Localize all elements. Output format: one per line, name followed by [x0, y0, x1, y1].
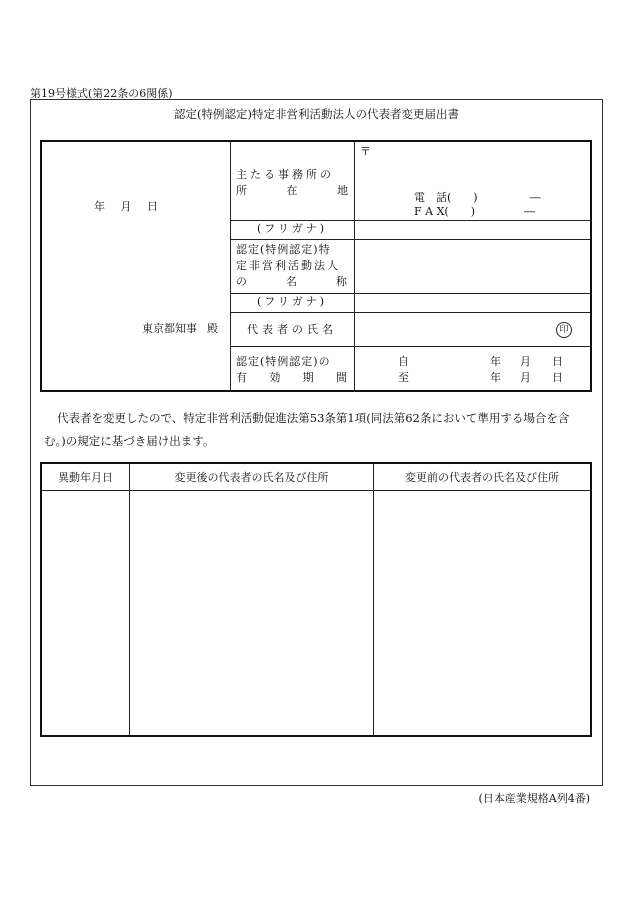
organization-name-label: 認定(特例認定)特 定非営利活動法人 の 名 称 — [236, 243, 348, 288]
postal-code-mark[interactable]: 〒 — [360, 145, 371, 158]
date-month-label: 月 — [120, 200, 132, 213]
paper-size-note: (日本産業規格A列4番) — [478, 792, 590, 805]
office-address-label: 主たる事務所の 所 在 地 — [236, 168, 348, 197]
previous-representative-input[interactable] — [374, 491, 590, 735]
fax-dash: ― — [523, 205, 535, 218]
declaration-line-1: 代表者を変更したので、特定非営利活動促進法第53条第1項(同法第62条において準用する場合を含 — [57, 411, 570, 425]
furigana-label-rep: (フリガナ) — [256, 295, 328, 308]
new-representative-input[interactable] — [130, 491, 373, 735]
addressee-name: 東京都知事 — [142, 322, 197, 335]
validity-to[interactable]: 至 年 月 日 — [398, 371, 563, 384]
representative-name-label: 代表者の氏名 — [247, 323, 337, 336]
date-year-label: 年 — [94, 200, 105, 213]
seal-mark: 印 — [556, 322, 572, 338]
application-info-table — [40, 140, 592, 392]
header-new-representative: 変更後の代表者の氏名及び住所 — [174, 471, 329, 484]
date-day-label: 日 — [147, 200, 158, 213]
organization-name-input[interactable] — [355, 240, 590, 293]
declaration-text — [44, 407, 592, 453]
header-change-date: 異動年月日 — [58, 471, 113, 484]
phone-dash: ― — [529, 191, 541, 204]
validity-period-label: 認定(特例認定)の 有 効 期 間 — [236, 355, 348, 384]
form-number: 第19号様式(第22条の6関係) — [30, 87, 173, 100]
header-previous-representative: 変更前の代表者の氏名及び住所 — [405, 471, 559, 484]
addressee-honorific: 殿 — [207, 322, 218, 335]
furigana-label-org: (フリガナ) — [256, 222, 328, 235]
addressee — [142, 321, 218, 337]
declaration-line-2: む。)の規定に基づき届け出ます。 — [44, 434, 215, 448]
validity-from[interactable]: 自 年 月 日 — [398, 355, 563, 368]
change-date-input[interactable] — [42, 491, 129, 735]
representative-change-table — [40, 462, 592, 737]
form-title: 認定(特例認定)特定非営利活動法人の代表者変更届出書 — [174, 107, 459, 121]
representative-name-input[interactable] — [355, 313, 590, 346]
phone-label: 電 話( ) — [414, 191, 478, 204]
fax-field[interactable] — [414, 204, 535, 220]
furigana-input-rep[interactable] — [355, 294, 590, 312]
submission-date[interactable] — [94, 199, 164, 215]
fax-label: F A X( ) — [414, 205, 475, 218]
furigana-input-org[interactable] — [355, 221, 590, 239]
